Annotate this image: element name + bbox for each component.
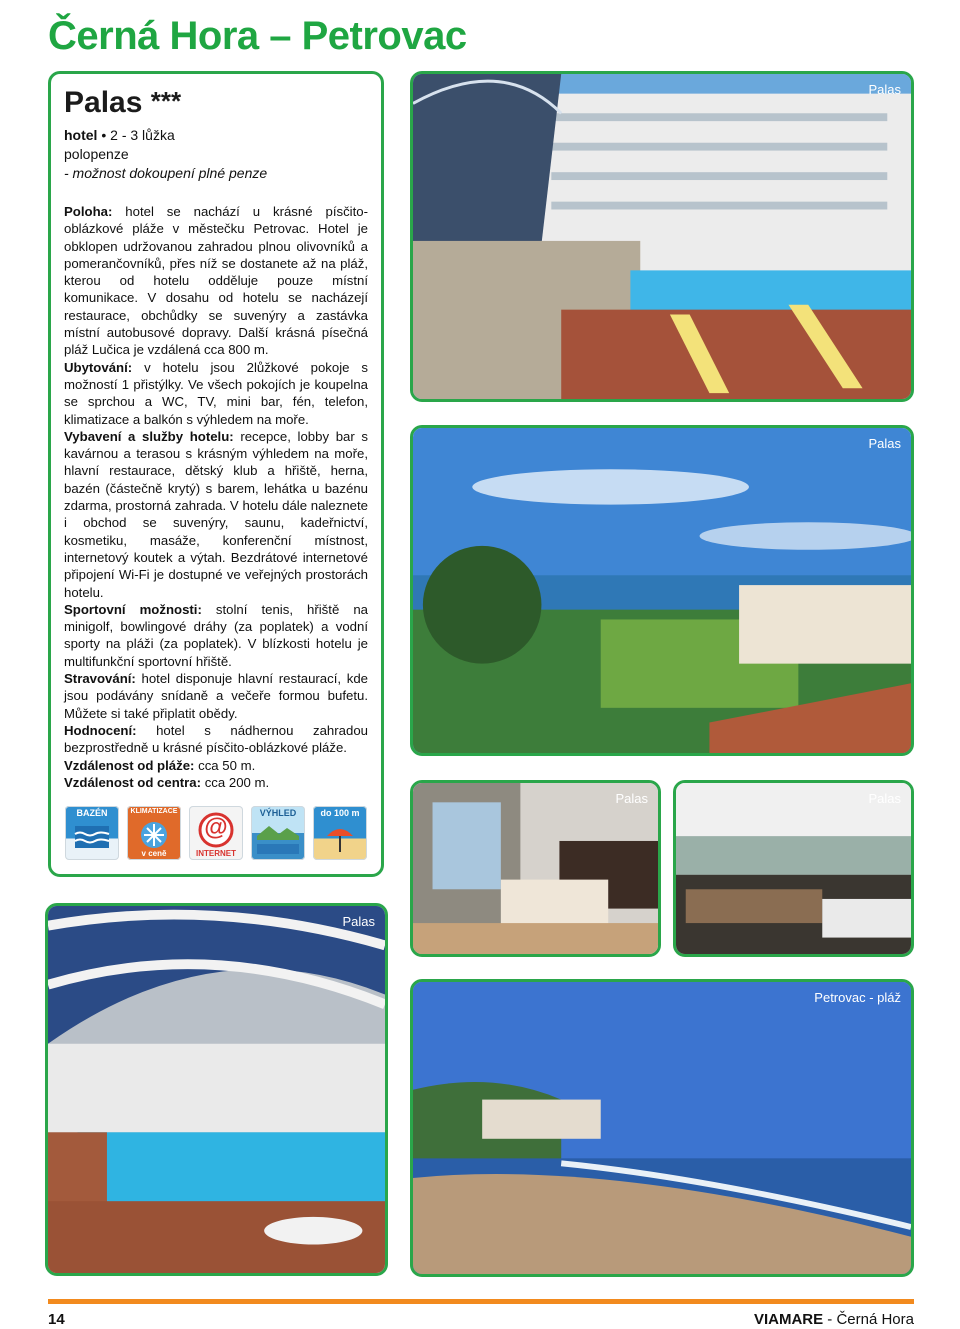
hotel-type: hotel [64,127,98,143]
desc-beach-distance [64,757,368,774]
desc-center-distance [64,774,368,791]
photo-room [410,780,661,957]
desc-label: Vzdálenost od pláže: [64,757,195,773]
pool-icon [65,806,119,860]
aircon-icon-sub: v ceně [141,849,167,858]
desc-text: v hotelu jsou 2lůžkové pokoje s možností 1 přistýlky. Ve všech pokojích je koupelna se sprchou a WC, TV, mini bar, fén, telefon, klimatizace a balkón s výhledem na moře. [64,359,368,427]
restaurant-image [676,783,911,954]
hotel-stars: *** [150,86,182,116]
desc-label: Ubytování: [64,359,133,375]
page-title: Černá Hora – Petrovac [48,14,467,58]
page-number: 14 [48,1311,65,1328]
sea-view-icon-label: VÝHLED [259,808,297,818]
hotel-name-text: Palas [64,86,143,119]
indoor-pool-image [48,906,385,1273]
photo-caption: Palas [868,436,901,451]
photo-restaurant [673,780,914,957]
hotel-board: polopenze [64,146,129,162]
pool-icon-label: BAZÉN [76,808,108,818]
internet-icon [189,806,243,860]
photo-caption: Palas [868,791,901,806]
desc-label: Hodnocení: [64,722,137,738]
desc-text: cca 50 m. [194,757,256,773]
desc-label: Vzdálenost od centra: [64,774,202,790]
garden-view-image [413,428,911,753]
desc-location [64,203,368,359]
desc-text: stolní tenis, hřiště na minigolf, bowlingové dráhy (za poplatek) a vodní sporty na pláži (za poplatek). V blízkosti hotelu je multifunkční sportovní hřiště. [64,601,368,669]
desc-services [64,428,368,601]
amenity-icons [65,806,367,860]
desc-accommodation [64,359,368,428]
desc-label: Poloha: [64,204,113,219]
desc-text: cca 200 m. [201,774,270,790]
internet-at-symbol: @ [204,814,228,841]
beach-image [413,982,911,1274]
desc-text: hotel disponuje hlavní restaurací, kde jsou podávány snídaně a večeře formou bufetu. Můžete si také připlatit obědy. [64,671,368,721]
desc-text: recepce, lobby bar s kavárnou a terasou s krásným výhledem na moře, hlavní restaurace, dětský klub a hřiště, herna, bazén (částečně krytý) s barem, lehátka u bazénu zdarma, prostorná zahrada. V hotelu dále naleznete i obchod se suvenýry, saunu, kadeřnictví, kosmetiku, masáže, konferenční místnost, internetový koutek a výtah. Bezdrátové internetové připojení Wi-Fi je dostupné ve veřejných prostorách hotelu. [64,428,368,600]
beach-distance-icon [313,806,367,860]
footer-rule [48,1299,914,1304]
photo-caption: Palas [615,791,648,806]
footer-separator: - [823,1311,837,1328]
hotel-pool-image [413,74,911,399]
desc-label: Stravování: [64,671,136,687]
footer-brand [754,1311,914,1328]
photo-garden-view [410,425,914,756]
hotel-type-line: hotel • 2 - 3 lůžka [64,127,175,143]
photo-beach [410,979,914,1277]
beach-distance-icon-label: do 100 m [320,808,360,818]
sea-view-icon [251,806,305,860]
photo-hotel-pool [410,71,914,402]
aircon-icon-label: KLIMATIZACE [130,808,178,815]
footer-region: Černá Hora [836,1311,914,1328]
desc-text: hotel s nádhernou zahradou bezprostředně u krásné písčito-oblázkové pláže. [64,722,368,756]
photo-caption: Palas [868,82,901,97]
desc-rating [64,722,368,757]
desc-dining [64,670,368,722]
hotel-board-note: - možnost dokoupení plné penze [64,165,268,181]
desc-label: Sportovní možnosti: [64,601,202,617]
hotel-name [64,86,368,120]
hotel-beds: 2 - 3 lůžka [110,127,175,143]
desc-sports [64,601,368,670]
room-image [413,783,658,954]
hotel-description [64,203,368,791]
photo-caption: Petrovac - pláž [814,990,901,1005]
hotel-info-box [48,71,384,877]
brand-name: VIAMARE [753,1311,824,1328]
aircon-icon [127,806,181,860]
desc-label: Vybavení a služby hotelu: [64,428,234,444]
photo-caption: Palas [342,914,375,929]
photo-indoor-pool [45,903,388,1276]
desc-text: hotel se nachází u krásné písčito-oblázkové pláže v městečku Petrovac. Hotel je obklopen udržovanou zahradou plnou olivovníků a pomerančovníků, přes níž se dostanete až na pláž, kterou od hotelu odděluje pouze místní komunikace. V dosahu od hotelu se nacházejí restaurace, obchůdky se suvenýry a zastávka místní autobusové dopravy. Další krásná písečná pláž Lučica je vzdálená cca 800 m. [64,204,368,358]
internet-icon-label: INTERNET [196,849,236,858]
